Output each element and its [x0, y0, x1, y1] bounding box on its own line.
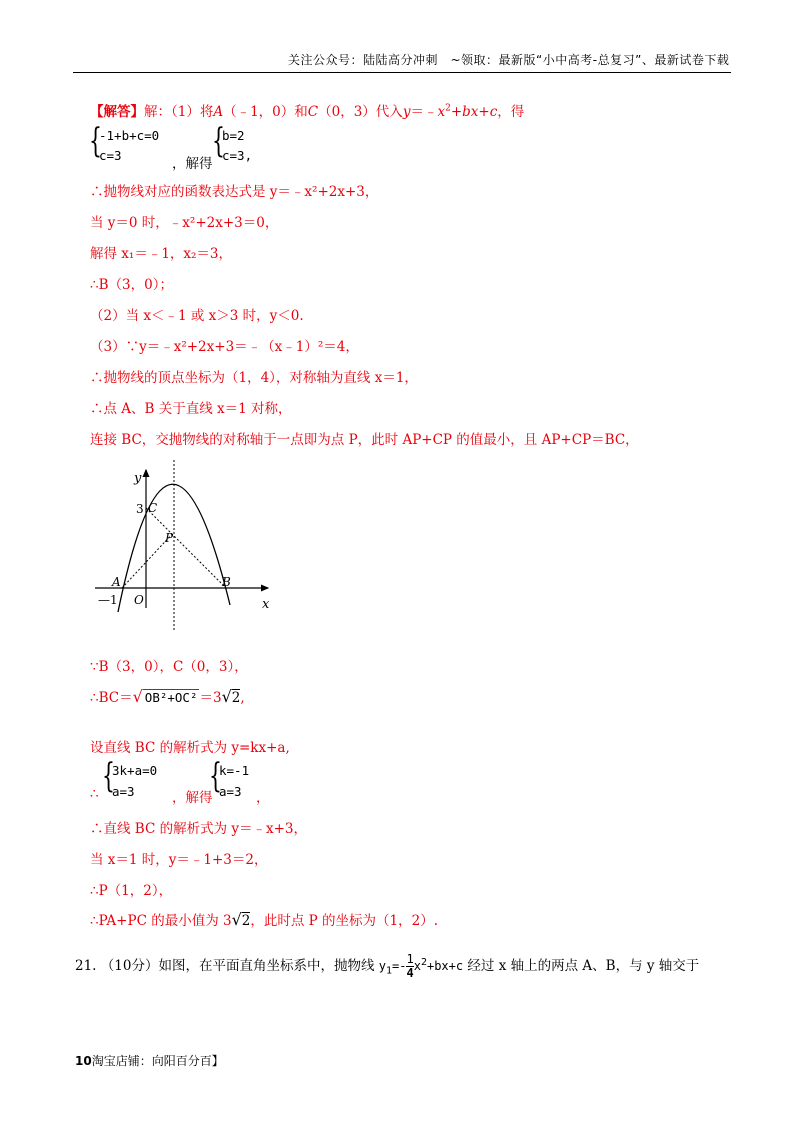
system1-sol2: c=3,	[222, 148, 253, 163]
label-B: B	[222, 575, 231, 589]
text: ，此时点 P 的坐标为（1，2）.	[250, 913, 439, 929]
label-O: O	[134, 593, 144, 607]
solution-line-13	[90, 686, 245, 706]
system2-solve-word: ，解得	[172, 790, 213, 806]
label-C: C	[148, 501, 158, 515]
system2-end: ，	[256, 790, 270, 806]
text: （0，3）代入	[318, 104, 403, 120]
system1-eq1: -1+b+c=0	[99, 128, 160, 143]
brace: {	[212, 121, 225, 161]
solution-line-16: 当 x＝1 时，y＝﹣1+3＝2，	[90, 852, 268, 868]
text: 淘宝店铺：向阳百分百】	[91, 1054, 224, 1068]
text: +	[450, 104, 463, 120]
text: （10分）如图，在平面直角坐标系中，抛物线	[100, 958, 375, 974]
brace: {	[102, 756, 115, 796]
text: 经过 x 轴上的两点 A、B，与 y 轴交于	[467, 958, 700, 974]
equation	[379, 953, 463, 980]
text: ＝3	[199, 690, 222, 706]
radical-sign: √	[221, 687, 232, 706]
radical-sign: √	[231, 910, 242, 929]
label-3: 3	[136, 502, 144, 516]
system2-sol2: a=3	[219, 784, 242, 799]
system2-sol1: k=-1	[219, 763, 250, 778]
solution-line-15: ∴直线 BC 的解析式为 y＝﹣x+3，	[90, 821, 308, 837]
page-number: 10	[75, 1054, 92, 1068]
solution-line-9: ∴抛物线的顶点坐标为（1，4），对称轴为直线 x＝1，	[90, 370, 418, 386]
system1-sol1: b=2	[222, 128, 245, 143]
header-divider	[73, 72, 731, 73]
text: y	[378, 959, 386, 973]
system2-eq1: 3k+a=0	[112, 763, 158, 778]
text: ∴PA+PC 的最小值为 3	[90, 913, 232, 929]
text: =-	[392, 959, 407, 973]
solution-tag: 【解答】	[90, 104, 144, 120]
label-x: x	[262, 597, 270, 612]
solution-line-18	[90, 909, 438, 929]
label-y: y	[134, 471, 142, 486]
sup: 2	[420, 957, 427, 968]
var-c: c	[489, 104, 498, 120]
label-A: A	[112, 575, 121, 589]
solution-line-17: ∴P（1，2），	[90, 883, 173, 899]
label-P: P	[165, 531, 174, 545]
var-x: x	[437, 104, 446, 120]
var-C: C	[307, 104, 319, 120]
var-A: A	[213, 104, 224, 120]
text: ＝﹣	[410, 104, 438, 120]
system2-eq2: a=3	[112, 784, 135, 799]
label-minus1: —1	[98, 593, 118, 607]
solution-line-6: ∴B（3，0）；	[90, 277, 173, 293]
radicand: 2	[241, 913, 251, 929]
var-y: y	[402, 104, 411, 120]
solution-line-3: ∴抛物线对应的函数表达式是 y＝﹣x²+2x+3，	[90, 184, 379, 200]
system1-eq2: c=3	[99, 148, 122, 163]
text: 解：（1）将	[144, 104, 214, 120]
text: +bx+c	[426, 959, 464, 973]
solution-line-12: ∵B（3，0），C（0，3），	[90, 659, 248, 675]
solution-line-5: 解得 x₁＝﹣1，x₂＝3，	[90, 246, 233, 262]
radicand: 2	[231, 690, 241, 706]
parabola-graph	[90, 460, 290, 635]
system1-solve-word: ，解得	[172, 156, 213, 172]
solution-line-7: （2）当 x＜﹣1 或 x＞3 时，y＜0.	[90, 308, 304, 324]
text: ,	[240, 690, 245, 706]
problem-21	[75, 953, 699, 980]
solution-line-4: 当 y＝0 时，﹣x²+2x+3＝0，	[90, 215, 279, 231]
fraction	[406, 953, 413, 980]
page-footer	[75, 1052, 224, 1069]
brace: {	[89, 121, 102, 161]
text: ，得	[497, 104, 525, 120]
solution-line-14: 设直线 BC 的解析式为 y=kx+a,	[90, 740, 290, 756]
sup: 2	[445, 103, 451, 114]
text: x	[413, 959, 421, 973]
brace: {	[209, 756, 222, 796]
solution-line-10: ∴点 A、B 关于直线 x＝1 对称，	[90, 401, 292, 417]
problem-number: 21.	[75, 958, 97, 974]
text: ∴BC＝	[90, 690, 133, 706]
radicand: OB²+OC²	[144, 690, 198, 705]
system2-therefore: ∴	[90, 786, 99, 802]
page-header: 关注公众号：陆陆高分冲刺 ~领取：最新版“小中高考-总复习”、最新试卷下载	[288, 53, 730, 67]
numerator: 1	[406, 952, 414, 966]
text: +	[478, 104, 490, 120]
sub: 1	[386, 965, 393, 977]
text: （﹣1，0）和	[223, 104, 308, 120]
solution-line-1	[90, 100, 524, 120]
var-bx: bx	[462, 104, 479, 120]
denominator: 4	[406, 966, 414, 980]
radical-sign: √	[132, 687, 143, 706]
solution-line-11: 连接 BC，交抛物线的对称轴于一点即为点 P，此时 AP+CP 的值最小，且 AP+CP＝BC，	[90, 432, 639, 448]
solution-line-8: （3）∵y＝﹣x²+2x+3＝﹣（x﹣1）²＝4，	[90, 339, 359, 355]
